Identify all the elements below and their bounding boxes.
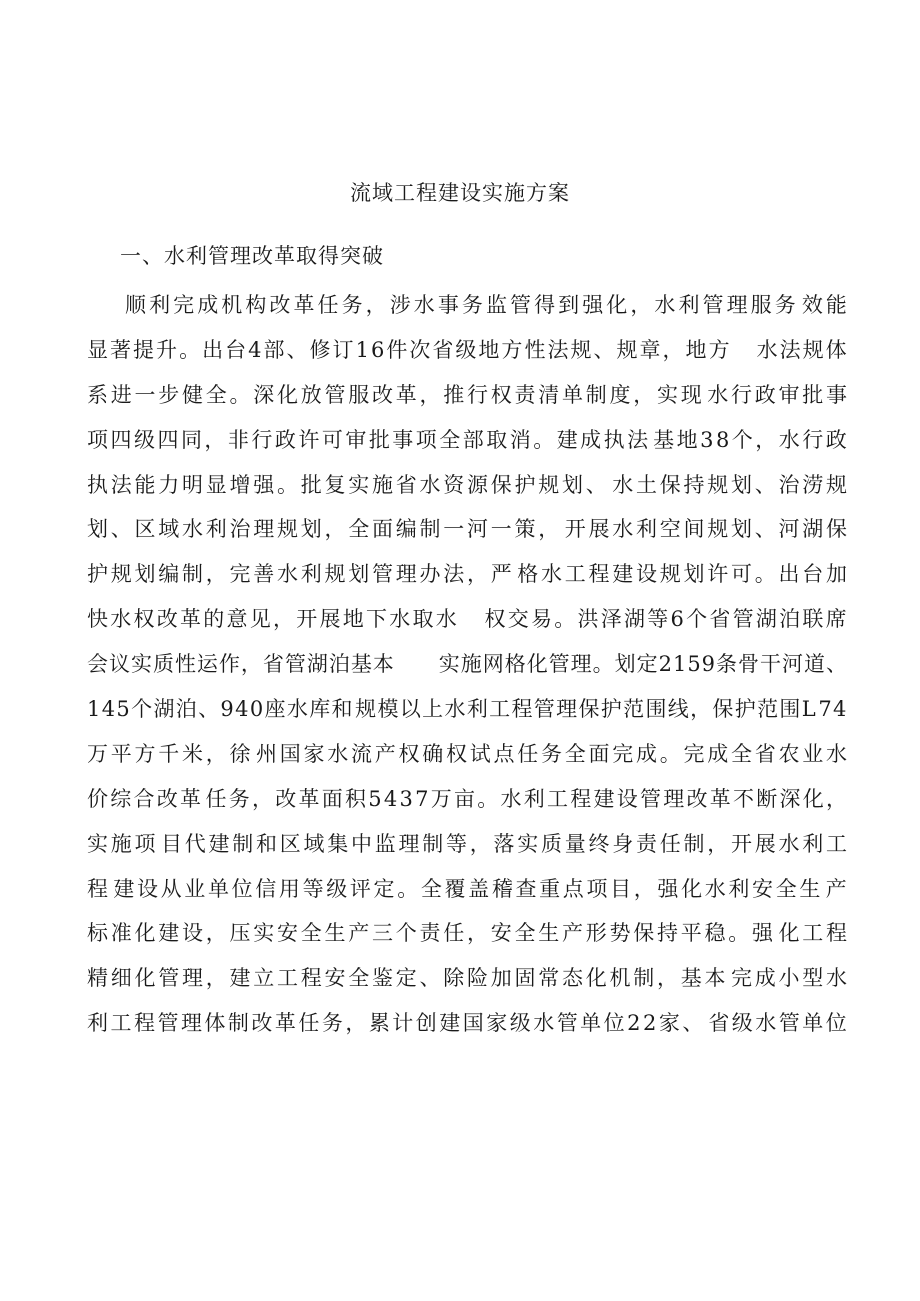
paragraph-line: 程 建 设 从 业 单 位 信 用 等 级 评 定 。 全 覆 盖 稽 查 重 点 项 目 ， 强 化 水 利 安 全 生 产 <box>87 876 847 901</box>
paragraph-line: 快 水 权 改 革 的 意 见 ， 开 展 地 下 水 取 水 权 交 易 。 洪 泽 湖 等 6 个 省 管 湖 泊 联 席 <box>87 607 847 632</box>
paragraph-line: 会 议 实 质 性 运 作 ， 省 管 湖 泊 基 本 实 施 网 格 化 管 理 。 划 定 2 1 5 9 条 骨 干 河 道 、 <box>87 652 847 677</box>
paragraph-line: 项 四 级 四 同 ， 非 行 政 许 可 审 批 事 项 全 部 取 消 。 建 成 执 法 基 地 3 8 个 ， 水 行 政 <box>87 427 847 452</box>
paragraph-line: 系 进 一 步 健 全 。 深 化 放 管 服 改 革 ， 推 行 权 责 清 单 制 度 ， 实 现 水 行 政 审 批 事 <box>87 382 847 407</box>
paragraph-line: 护 规 划 编 制 ， 完 善 水 利 规 划 管 理 办 法 ， 严 格 水 工 程 建 设 规 划 许 可 。 出 台 加 <box>87 562 847 587</box>
section-heading: 一、水利管理改革取得突破 <box>120 244 384 268</box>
paragraph-line: 顺 利 完 成 机 构 改 革 任 务 ， 涉 水 事 务 监 管 得 到 强 化 ， 水 利 管 理 服 务 效 能 <box>125 293 847 317</box>
paragraph-line: 万 平 方 千 米 ， 徐 州 国 家 水 流 产 权 确 权 试 点 任 务 全 面 完 成 。 完 成 全 省 农 业 水 <box>87 741 847 766</box>
paragraph-line: 价 综 合 改 革 任 务 ， 改 革 面 积 5 4 3 7 万 亩 。 水 利 工 程 建 设 管 理 改 革 不 断 深 化 ， <box>87 786 847 811</box>
body-paragraph <box>87 290 847 1053</box>
document-title: 流域工程建设实施方案 <box>350 181 570 205</box>
paragraph-line: 实 施 项 目 代 建 制 和 区 域 集 中 监 理 制 等 ， 落 实 质 量 终 身 责 任 制 ， 开 展 水 利 工 <box>87 831 847 856</box>
paragraph-line: 精 细 化 管 理 ， 建 立 工 程 安 全 鉴 定 、 除 险 加 固 常 态 化 机 制 ， 基 本 完 成 小 型 水 <box>87 966 847 991</box>
paragraph-line: 显 著 提 升 。 出 台 4 部 、 修 订 1 6 件 次 省 级 地 方 性 法 规 、 规 章 ， 地 方 水 法 规 体 <box>87 337 847 362</box>
paragraph-line: 利 工 程 管 理 体 制 改 革 任 务 ， 累 计 创 建 国 家 级 水 管 单 位 2 2 家 、 省 级 水 管 单 位 <box>87 1011 847 1036</box>
paragraph-line: 执 法 能 力 明 显 增 强 。 批 复 实 施 省 水 资 源 保 护 规 划 、 水 土 保 持 规 划 、 治 涝 规 <box>87 472 847 497</box>
paragraph-line: 划 、 区 域 水 利 治 理 规 划 ， 全 面 编 制 一 河 一 策 ， 开 展 水 利 空 间 规 划 、 河 湖 保 <box>87 517 847 542</box>
paragraph-line: 1 4 5 个 湖 泊 、 9 4 0 座 水 库 和 规 模 以 上 水 利 工 程 管 理 保 护 范 围 线 ， 保 护 范 围 L 7 4 <box>87 697 847 722</box>
paragraph-line: 标 准 化 建 设 ， 压 实 安 全 生 产 三 个 责 任 ， 安 全 生 产 形 势 保 持 平 稳 。 强 化 工 程 <box>87 921 847 946</box>
